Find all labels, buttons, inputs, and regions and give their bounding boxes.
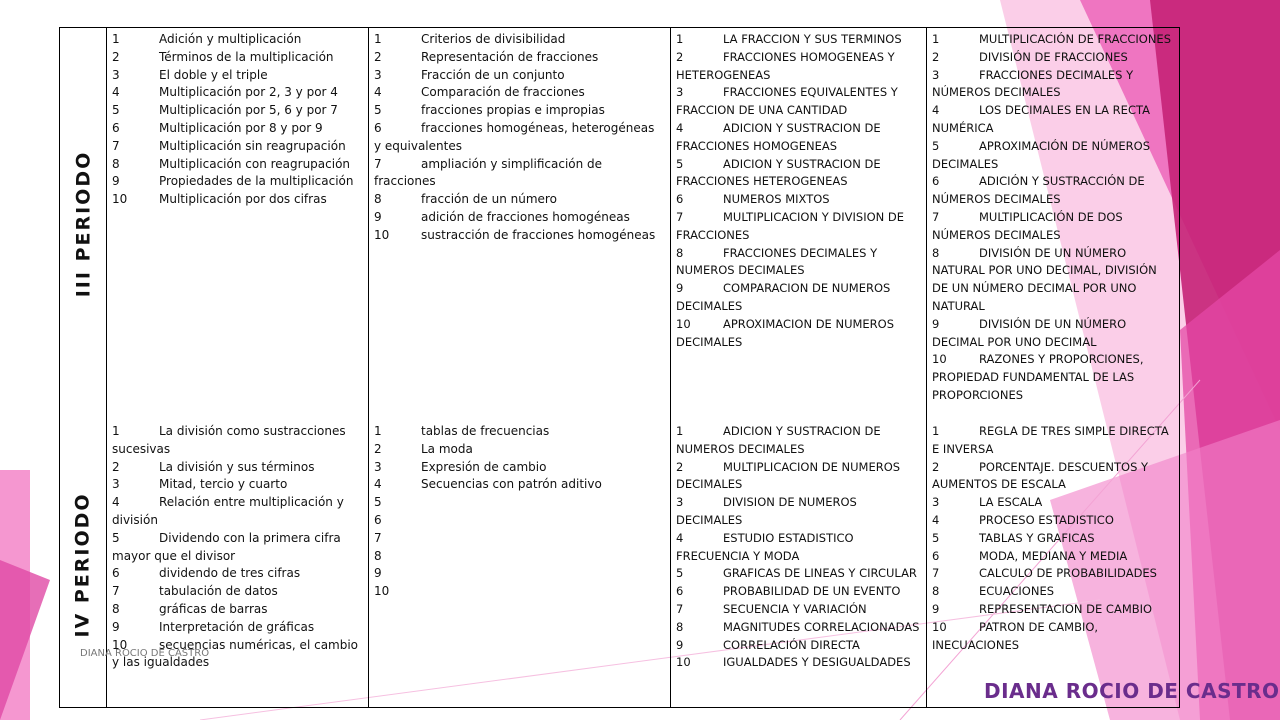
topic-number: 4 — [676, 530, 684, 545]
topic-text: Fracción de un conjunto — [421, 67, 565, 82]
topic-text: La división y sus términos — [159, 459, 315, 474]
topic-text: APROXIMACION DE NUMEROS DECIMALES — [676, 316, 895, 349]
topic-text: Multiplicación por dos cifras — [159, 192, 327, 207]
topic-text: MULTIPLICACION DE NUMEROS DECIMALES — [676, 459, 901, 492]
topic-text: PATRON DE CAMBIO, INECUACIONES — [932, 619, 1099, 652]
topic-item — [932, 209, 1175, 245]
topic-number: 4 — [374, 85, 382, 100]
topic-item — [676, 209, 920, 245]
topic-text: MULTIPLICACIÓN DE DOS NÚMEROS DECIMALES — [932, 209, 1123, 242]
topic-number: 8 — [932, 245, 940, 260]
topic-number: 9 — [112, 619, 120, 634]
topic-number: 7 — [932, 566, 940, 581]
topic-item — [676, 654, 920, 672]
topic-text: MULTIPLICACION Y DIVISION DE FRACCIONES — [676, 209, 905, 242]
topic-item — [374, 102, 664, 120]
topic-number: 8 — [676, 245, 684, 260]
topic-text: Propiedades de la multiplicación — [159, 174, 354, 189]
topic-item — [112, 583, 362, 601]
topic-item — [676, 280, 920, 316]
topic-item — [676, 530, 920, 566]
topic-item — [932, 245, 1175, 316]
topic-number: 6 — [112, 566, 120, 581]
topic-text: PROCESO ESTADISTICO — [979, 512, 1114, 527]
topic-text: Dividendo con la primera cifra mayor que el divisor — [112, 530, 341, 563]
topic-number: 8 — [932, 584, 940, 599]
topic-number: 6 — [374, 120, 382, 135]
topic-item — [374, 423, 664, 441]
period-row — [60, 420, 1179, 709]
topic-number: 1 — [932, 424, 940, 438]
topic-number: 10 — [374, 227, 390, 242]
topic-item — [676, 316, 920, 352]
topic-number: 4 — [676, 120, 684, 135]
topic-number: 1 — [676, 32, 684, 46]
topic-number: 5 — [374, 495, 382, 510]
topic-item — [676, 49, 920, 85]
topic-text: DIVISIÓN DE FRACCIONES — [979, 49, 1128, 64]
curriculum-table — [59, 27, 1180, 708]
topic-item — [374, 441, 664, 459]
topic-number: 6 — [374, 512, 382, 527]
topic-item — [112, 476, 362, 494]
topic-item — [374, 530, 664, 548]
topic-item — [374, 191, 664, 209]
topic-number: 2 — [374, 441, 382, 456]
topic-item — [676, 245, 920, 281]
topic-item — [932, 67, 1175, 103]
topic-number: 4 — [112, 495, 120, 510]
topic-number: 5 — [374, 103, 382, 118]
topic-text: LOS DECIMALES EN LA RECTA NUMÉRICA — [932, 103, 1150, 135]
period-row — [60, 28, 1179, 420]
topic-item — [932, 530, 1175, 548]
topic-item — [932, 548, 1175, 566]
topic-item — [374, 583, 664, 601]
topic-item — [676, 637, 920, 655]
column-divider — [368, 28, 369, 707]
topic-item — [676, 191, 920, 209]
topic-number: 3 — [676, 85, 684, 100]
topic-number: 5 — [676, 566, 684, 581]
topic-number: 10 — [932, 619, 947, 634]
topic-number: 8 — [374, 548, 382, 563]
topic-text: ESTUDIO ESTADISTICO FRECUENCIA Y MODA — [676, 530, 854, 563]
topic-item — [112, 120, 362, 138]
topic-text: Secuencias con patrón aditivo — [421, 477, 602, 492]
topic-number: 7 — [112, 584, 120, 599]
topic-number: 3 — [932, 495, 940, 510]
period-label: IV PERIODO — [72, 491, 95, 638]
topic-number: 5 — [112, 530, 120, 545]
topic-item — [932, 459, 1175, 495]
topic-number: 1 — [374, 32, 382, 46]
topic-number: 9 — [932, 601, 940, 616]
topic-text: FRACCIONES DECIMALES Y NÚMEROS DECIMALES — [932, 67, 1134, 100]
topic-number: 1 — [112, 424, 120, 438]
topic-number: 3 — [112, 477, 120, 492]
topic-text: MAGNITUDES CORRELACIONADAS — [723, 619, 920, 634]
topic-text: ADICION Y SUSTRACION DE NUMEROS DECIMALES — [676, 424, 881, 456]
topic-number: 8 — [112, 601, 120, 616]
topic-text: gráficas de barras — [159, 601, 268, 616]
topic-number: 3 — [932, 67, 940, 82]
topic-column — [106, 28, 368, 209]
topic-column — [670, 420, 926, 672]
topic-number: 1 — [112, 32, 120, 46]
topic-item — [112, 49, 362, 67]
topic-number: 6 — [676, 192, 684, 207]
topic-number: 7 — [676, 601, 684, 616]
topic-item — [932, 173, 1175, 209]
topic-number: 9 — [932, 316, 940, 331]
topic-text: COMPARACION DE NUMEROS DECIMALES — [676, 281, 891, 313]
topic-item — [676, 156, 920, 192]
topic-item — [112, 84, 362, 102]
topic-number: 9 — [112, 174, 120, 189]
topic-column — [368, 420, 670, 601]
topic-item — [676, 601, 920, 619]
topic-text: LA FRACCION Y SUS TERMINOS — [723, 32, 902, 46]
topic-item — [676, 459, 920, 495]
topic-text: DIVISIÓN DE UN NÚMERO NATURAL POR UNO DECIMAL, DIVISIÓN DE UN NÚMERO DECIMAL POR UNO NATURAL — [932, 245, 1157, 313]
topic-number: 2 — [676, 459, 684, 474]
topic-column — [106, 420, 368, 672]
topic-item — [676, 120, 920, 156]
topic-number: 1 — [374, 424, 382, 438]
topic-text: secuencias numéricas, el cambio y las igualdades — [112, 637, 359, 670]
topic-item — [676, 31, 920, 49]
topic-item — [374, 476, 664, 494]
topic-number: 3 — [676, 495, 684, 510]
topic-item — [676, 583, 920, 601]
topic-text: tabulación de datos — [159, 584, 278, 599]
topic-number: 5 — [932, 530, 940, 545]
topic-text: CORRELACIÓN DIRECTA — [723, 637, 860, 652]
topic-text: Multiplicación por 5, 6 y por 7 — [159, 103, 338, 118]
topic-text: LA ESCALA — [979, 495, 1043, 510]
topic-item — [112, 530, 362, 566]
topic-number: 4 — [932, 512, 940, 527]
topic-item — [374, 84, 664, 102]
topic-item — [374, 459, 664, 477]
topic-text: PROBABILIDAD DE UN EVENTO — [723, 584, 901, 599]
topic-item — [374, 31, 664, 49]
topic-text: tablas de frecuencias — [421, 424, 550, 438]
topic-number: 8 — [112, 156, 120, 171]
topic-number: 3 — [112, 67, 120, 82]
topic-text: Relación entre multiplicación y división — [112, 495, 344, 527]
topic-text: TABLAS Y GRAFICAS — [979, 530, 1095, 545]
topic-item — [112, 67, 362, 85]
topic-number: 3 — [374, 67, 382, 82]
topic-column — [926, 28, 1181, 405]
topic-number: 9 — [374, 209, 382, 224]
column-divider — [926, 28, 927, 707]
topic-item — [112, 619, 362, 637]
topic-number: 2 — [112, 49, 120, 64]
topic-item — [112, 31, 362, 49]
topic-item — [676, 494, 920, 530]
topic-number: 2 — [112, 459, 120, 474]
topic-text: dividendo de tres cifras — [159, 566, 301, 581]
topic-text: Adición y multiplicación — [159, 32, 302, 46]
topic-number: 10 — [932, 352, 947, 367]
topic-item — [374, 548, 664, 566]
topic-item — [932, 583, 1175, 601]
topic-number: 5 — [112, 103, 120, 118]
topic-number: 9 — [676, 281, 684, 296]
topic-item — [932, 138, 1175, 174]
topic-number: 1 — [676, 424, 684, 438]
topic-item — [374, 49, 664, 67]
topic-number: 5 — [676, 156, 684, 171]
topic-number: 8 — [374, 192, 382, 207]
topic-text: SECUENCIA Y VARIACIÓN — [723, 601, 867, 616]
topic-number: 4 — [932, 103, 940, 118]
topic-text: Representación de fracciones — [421, 49, 599, 64]
topic-number: 7 — [676, 209, 684, 224]
topic-text: Mitad, tercio y cuarto — [159, 477, 288, 492]
topic-number: 10 — [676, 316, 691, 331]
topic-text: El doble y el triple — [159, 67, 268, 82]
topic-text: MODA, MEDIANA Y MEDIA — [979, 548, 1128, 563]
topic-text: MULTIPLICACIÓN DE FRACCIONES — [979, 32, 1171, 46]
topic-item — [676, 423, 920, 459]
topic-number: 7 — [112, 138, 120, 153]
topic-text: APROXIMACIÓN DE NÚMEROS DECIMALES — [932, 138, 1151, 171]
topic-item — [374, 512, 664, 530]
topic-item — [112, 494, 362, 530]
topic-text: La moda — [421, 441, 473, 456]
topic-text: Criterios de divisibilidad — [421, 32, 566, 46]
topic-text: ampliación y simplificación de fracciones — [374, 156, 603, 189]
topic-number: 4 — [112, 85, 120, 100]
topic-item — [112, 565, 362, 583]
topic-number: 10 — [112, 192, 128, 207]
topic-number: 7 — [932, 209, 940, 224]
topic-text: RAZONES Y PROPORCIONES, PROPIEDAD FUNDAMENTAL DE LAS PROPORCIONES — [932, 352, 1144, 402]
topic-item — [932, 316, 1175, 352]
topic-column — [670, 28, 926, 351]
topic-text: ADICION Y SUSTRACION DE FRACCIONES HOMOGENEAS — [676, 120, 881, 153]
topic-text: IGUALDADES Y DESIGUALDADES — [723, 655, 911, 670]
topic-text: ADICIÓN Y SUSTRACCIÓN DE NÚMEROS DECIMALES — [932, 174, 1145, 207]
topic-text: Multiplicación por 2, 3 y por 4 — [159, 85, 338, 100]
column-divider — [670, 28, 671, 707]
topic-text: Interpretación de gráficas — [159, 619, 315, 634]
topic-item — [374, 494, 664, 512]
topic-text: fracciones homogéneas, heterogéneas y equivalentes — [374, 120, 655, 153]
topic-text: NUMEROS MIXTOS — [723, 192, 830, 207]
topic-item — [112, 459, 362, 477]
topic-text: Comparación de fracciones — [421, 85, 585, 100]
topic-number: 1 — [932, 32, 940, 46]
topic-text: FRACCIONES HOMOGENEAS Y HETEROGENEAS — [676, 49, 895, 82]
topic-text: REPRESENTACION DE CAMBIO — [979, 601, 1153, 616]
topic-number: 8 — [676, 619, 684, 634]
topic-item — [112, 138, 362, 156]
topic-item — [676, 84, 920, 120]
topic-item — [932, 49, 1175, 67]
topic-item — [932, 31, 1175, 49]
topic-text: DIVISION DE NUMEROS DECIMALES — [676, 495, 857, 527]
topic-item — [374, 67, 664, 85]
topic-item — [374, 209, 664, 227]
topic-number: 10 — [112, 637, 128, 652]
topic-text: Multiplicación sin reagrupación — [159, 138, 346, 153]
topic-number: 7 — [374, 530, 382, 545]
topic-text: REGLA DE TRES SIMPLE DIRECTA E INVERSA — [932, 424, 1169, 456]
footer-author-small: DIANA ROCIO DE CASTRO — [80, 648, 210, 659]
topic-item — [932, 102, 1175, 138]
topic-item — [932, 565, 1175, 583]
footer-author-title: DIANA ROCIO DE CASTRO — [984, 679, 1280, 703]
column-divider — [106, 28, 107, 707]
topic-item — [932, 494, 1175, 512]
topic-item — [932, 512, 1175, 530]
period-label: III PERIODO — [72, 150, 95, 298]
topic-item — [932, 351, 1175, 404]
topic-text: fracción de un número — [421, 192, 557, 207]
topic-text: adición de fracciones homogéneas — [421, 209, 630, 224]
topic-text: DIVISIÓN DE UN NÚMERO DECIMAL POR UNO DECIMAL — [932, 316, 1127, 349]
topic-text: PORCENTAJE. DESCUENTOS Y AUMENTOS DE ESCALA — [932, 459, 1149, 492]
topic-column — [926, 420, 1181, 654]
topic-item — [112, 156, 362, 174]
topic-number: 10 — [676, 655, 691, 670]
topic-item — [676, 619, 920, 637]
topic-item — [112, 601, 362, 619]
topic-text: La división como sustracciones sucesivas — [112, 424, 346, 456]
topic-item — [932, 601, 1175, 619]
topic-item — [374, 120, 664, 156]
topic-text: Multiplicación por 8 y por 9 — [159, 120, 323, 135]
topic-text: Multiplicación con reagrupación — [159, 156, 351, 171]
topic-text: Expresión de cambio — [421, 459, 547, 474]
topic-number: 6 — [932, 174, 940, 189]
topic-item — [112, 173, 362, 191]
topic-column — [368, 28, 670, 245]
topic-number: 2 — [932, 459, 940, 474]
topic-text: CALCULO DE PROBABILIDADES — [979, 566, 1157, 581]
topic-number: 4 — [374, 477, 382, 492]
topic-number: 2 — [932, 49, 940, 64]
topic-number: 5 — [932, 138, 940, 153]
topic-item — [374, 227, 664, 245]
topic-text: GRAFICAS DE LINEAS Y CIRCULAR — [723, 566, 917, 581]
topic-item — [112, 102, 362, 120]
topic-text: FRACCIONES EQUIVALENTES Y FRACCION DE UNA CANTIDAD — [676, 85, 898, 118]
topic-number: 9 — [676, 637, 684, 652]
topic-item — [112, 191, 362, 209]
topic-text: fracciones propias e impropias — [421, 103, 605, 118]
topic-item — [932, 619, 1175, 655]
topic-number: 6 — [932, 548, 940, 563]
topic-text: Términos de la multiplicación — [159, 49, 334, 64]
topic-number: 2 — [374, 49, 382, 64]
topic-number: 2 — [676, 49, 684, 64]
topic-item — [676, 565, 920, 583]
topic-number: 7 — [374, 156, 382, 171]
topic-number: 6 — [676, 584, 684, 599]
topic-item — [374, 156, 664, 192]
topic-number: 6 — [112, 120, 120, 135]
topic-text: ADICION Y SUSTRACION DE FRACCIONES HETEROGENEAS — [676, 156, 881, 189]
topic-number: 3 — [374, 459, 382, 474]
topic-item — [374, 565, 664, 583]
topic-text: ECUACIONES — [979, 584, 1055, 599]
topic-item — [112, 423, 362, 459]
topic-text: FRACCIONES DECIMALES Y NUMEROS DECIMALES — [676, 245, 878, 278]
topic-number: 9 — [374, 566, 382, 581]
topic-text: sustracción de fracciones homogéneas — [421, 227, 656, 242]
topic-number: 10 — [374, 584, 390, 599]
topic-item — [932, 423, 1175, 459]
